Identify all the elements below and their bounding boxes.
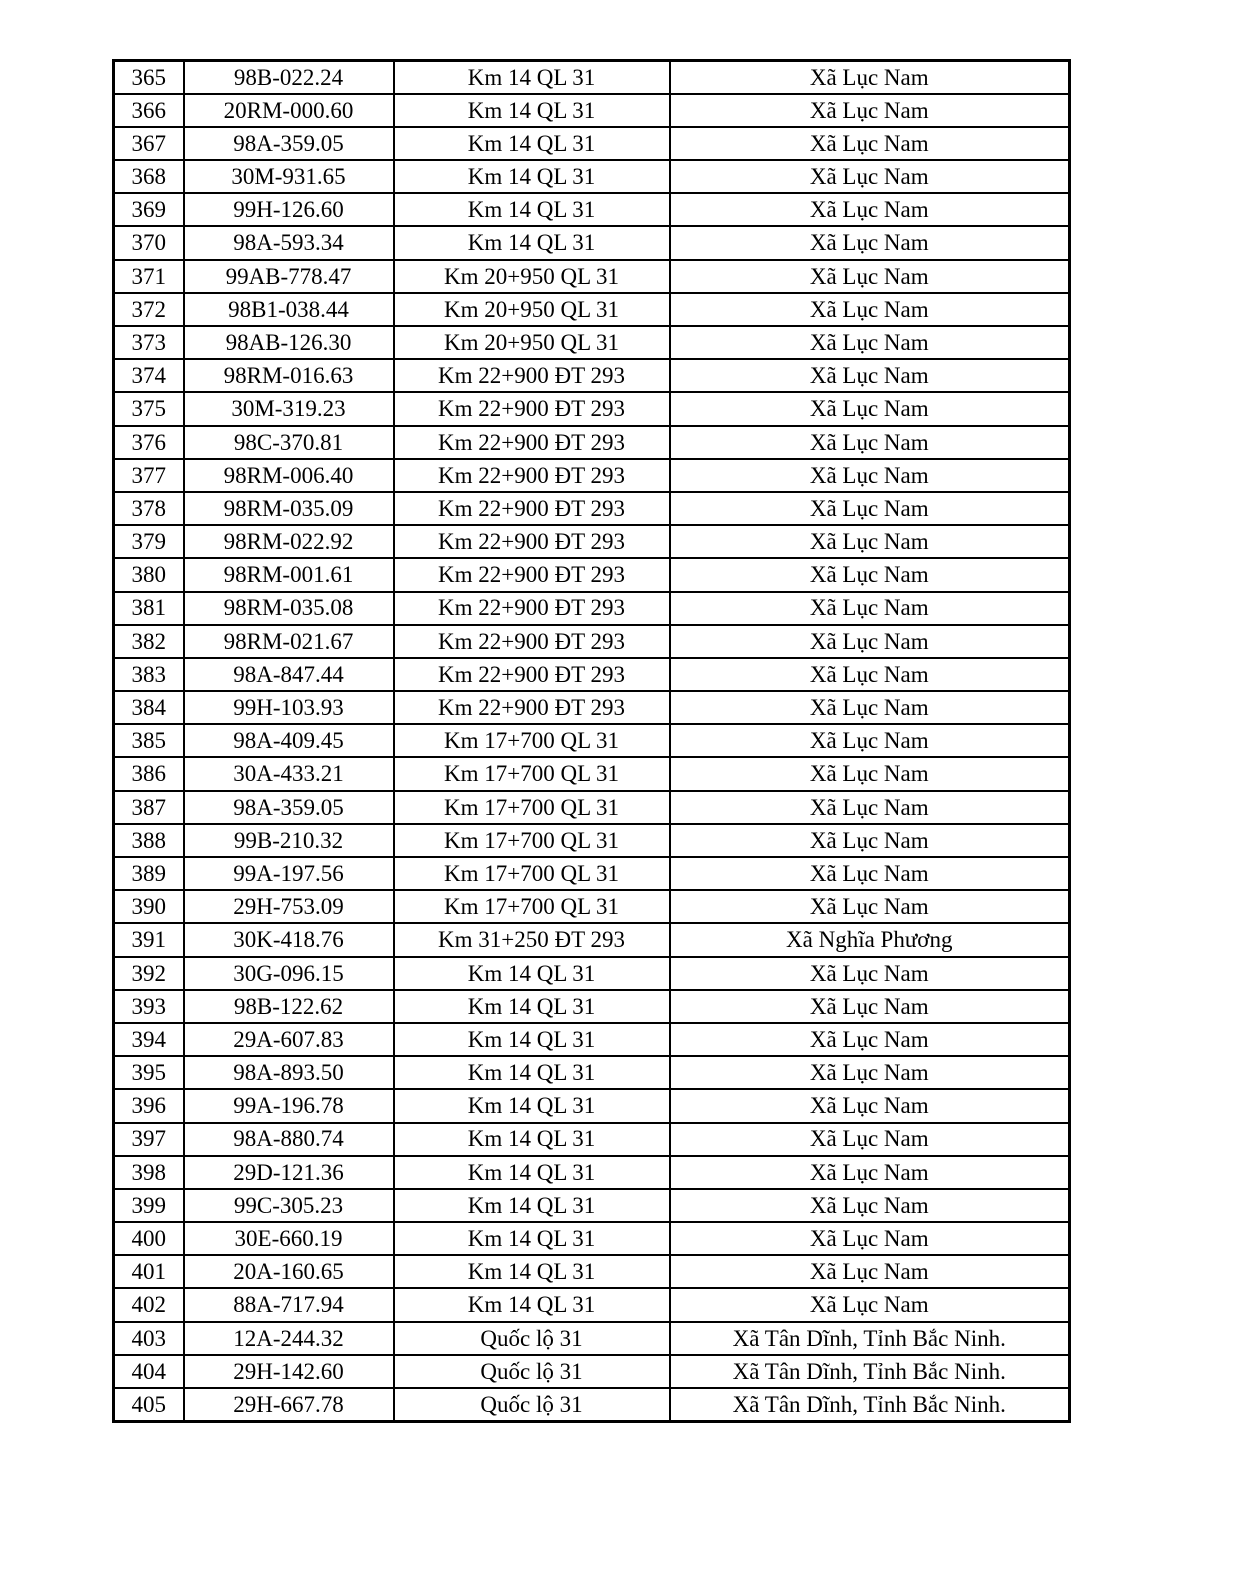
cell-stt: 380 — [114, 558, 184, 591]
cell-stt: 379 — [114, 525, 184, 558]
cell-commune: Xã Lục Nam — [670, 359, 1070, 392]
cell-stt: 367 — [114, 127, 184, 160]
cell-plate: 98A-359.05 — [184, 791, 394, 824]
cell-stt: 373 — [114, 326, 184, 359]
table-row — [114, 923, 1070, 956]
cell-plate: 30M-319.23 — [184, 392, 394, 425]
cell-plate: 98A-847.44 — [184, 658, 394, 691]
table-row — [114, 890, 1070, 923]
cell-plate: 98AB-126.30 — [184, 326, 394, 359]
cell-plate: 98RM-001.61 — [184, 558, 394, 591]
cell-location: Km 22+900 ĐT 293 — [394, 525, 670, 558]
cell-plate: 98B-022.24 — [184, 61, 394, 94]
cell-stt: 397 — [114, 1123, 184, 1156]
cell-commune: Xã Lục Nam — [670, 890, 1070, 923]
cell-commune: Xã Lục Nam — [670, 459, 1070, 492]
cell-location: Km 14 QL 31 — [394, 1255, 670, 1288]
table-row — [114, 525, 1070, 558]
cell-commune: Xã Lục Nam — [670, 1123, 1070, 1156]
cell-plate: 99C-305.23 — [184, 1189, 394, 1222]
cell-stt: 389 — [114, 857, 184, 890]
table-row — [114, 260, 1070, 293]
cell-commune: Xã Lục Nam — [670, 1189, 1070, 1222]
cell-location: Km 17+700 QL 31 — [394, 757, 670, 790]
cell-stt: 365 — [114, 61, 184, 94]
cell-location: Km 14 QL 31 — [394, 1156, 670, 1189]
table-row — [114, 492, 1070, 525]
cell-commune: Xã Tân Dĩnh, Tỉnh Bắc Ninh. — [670, 1355, 1070, 1388]
cell-commune: Xã Lục Nam — [670, 757, 1070, 790]
cell-plate: 20A-160.65 — [184, 1255, 394, 1288]
cell-commune: Xã Lục Nam — [670, 1156, 1070, 1189]
table-row — [114, 127, 1070, 160]
cell-plate: 99A-196.78 — [184, 1089, 394, 1122]
cell-plate: 29H-667.78 — [184, 1388, 394, 1421]
cell-stt: 388 — [114, 824, 184, 857]
cell-plate: 29H-142.60 — [184, 1355, 394, 1388]
cell-stt: 366 — [114, 94, 184, 127]
cell-plate: 99B-210.32 — [184, 824, 394, 857]
cell-stt: 381 — [114, 592, 184, 625]
cell-commune: Xã Lục Nam — [670, 558, 1070, 591]
cell-commune: Xã Lục Nam — [670, 94, 1070, 127]
cell-commune: Xã Lục Nam — [670, 1222, 1070, 1255]
cell-location: Km 14 QL 31 — [394, 957, 670, 990]
cell-location: Km 22+900 ĐT 293 — [394, 558, 670, 591]
cell-stt: 378 — [114, 492, 184, 525]
table-row — [114, 558, 1070, 591]
cell-stt: 375 — [114, 392, 184, 425]
table-row — [114, 1322, 1070, 1355]
cell-location: Km 20+950 QL 31 — [394, 293, 670, 326]
cell-stt: 401 — [114, 1255, 184, 1288]
cell-commune: Xã Lục Nam — [670, 525, 1070, 558]
table-row — [114, 757, 1070, 790]
cell-commune: Xã Lục Nam — [670, 326, 1070, 359]
cell-location: Km 22+900 ĐT 293 — [394, 658, 670, 691]
table-row — [114, 293, 1070, 326]
table-row — [114, 326, 1070, 359]
cell-stt: 377 — [114, 459, 184, 492]
cell-stt: 403 — [114, 1322, 184, 1355]
cell-location: Km 22+900 ĐT 293 — [394, 392, 670, 425]
cell-stt: 395 — [114, 1056, 184, 1089]
table-row — [114, 1388, 1070, 1421]
cell-location: Km 17+700 QL 31 — [394, 791, 670, 824]
table-row — [114, 1255, 1070, 1288]
cell-stt: 387 — [114, 791, 184, 824]
cell-stt: 398 — [114, 1156, 184, 1189]
cell-stt: 391 — [114, 923, 184, 956]
table-row — [114, 61, 1070, 94]
cell-plate: 99AB-778.47 — [184, 260, 394, 293]
cell-stt: 402 — [114, 1288, 184, 1321]
table-row — [114, 592, 1070, 625]
table-row — [114, 724, 1070, 757]
cell-commune: Xã Lục Nam — [670, 724, 1070, 757]
cell-stt: 390 — [114, 890, 184, 923]
cell-plate: 29H-753.09 — [184, 890, 394, 923]
cell-plate: 98RM-035.09 — [184, 492, 394, 525]
cell-plate: 98B1-038.44 — [184, 293, 394, 326]
cell-plate: 30A-433.21 — [184, 757, 394, 790]
table-row — [114, 691, 1070, 724]
plate-table-body — [114, 61, 1070, 1422]
cell-plate: 98RM-021.67 — [184, 625, 394, 658]
cell-plate: 98RM-035.08 — [184, 592, 394, 625]
cell-plate: 98A-359.05 — [184, 127, 394, 160]
cell-stt: 400 — [114, 1222, 184, 1255]
table-row — [114, 160, 1070, 193]
table-row — [114, 459, 1070, 492]
cell-commune: Xã Tân Dĩnh, Tỉnh Bắc Ninh. — [670, 1388, 1070, 1421]
table-row — [114, 1189, 1070, 1222]
cell-location: Km 14 QL 31 — [394, 1189, 670, 1222]
cell-location: Km 14 QL 31 — [394, 160, 670, 193]
cell-commune: Xã Lục Nam — [670, 127, 1070, 160]
cell-stt: 404 — [114, 1355, 184, 1388]
table-row — [114, 957, 1070, 990]
cell-plate: 30M-931.65 — [184, 160, 394, 193]
table-row — [114, 1288, 1070, 1321]
cell-stt: 392 — [114, 957, 184, 990]
cell-location: Km 22+900 ĐT 293 — [394, 359, 670, 392]
cell-location: Km 14 QL 31 — [394, 1222, 670, 1255]
cell-commune: Xã Lục Nam — [670, 691, 1070, 724]
table-row — [114, 1156, 1070, 1189]
cell-commune: Xã Lục Nam — [670, 492, 1070, 525]
table-row — [114, 1023, 1070, 1056]
cell-location: Km 17+700 QL 31 — [394, 824, 670, 857]
cell-plate: 30E-660.19 — [184, 1222, 394, 1255]
cell-stt: 372 — [114, 293, 184, 326]
cell-location: Km 14 QL 31 — [394, 1089, 670, 1122]
cell-commune: Xã Lục Nam — [670, 1023, 1070, 1056]
cell-location: Km 22+900 ĐT 293 — [394, 592, 670, 625]
cell-plate: 99H-126.60 — [184, 193, 394, 226]
cell-stt: 405 — [114, 1388, 184, 1421]
cell-plate: 98RM-022.92 — [184, 525, 394, 558]
table-row — [114, 791, 1070, 824]
cell-location: Km 14 QL 31 — [394, 1023, 670, 1056]
cell-plate: 98RM-006.40 — [184, 459, 394, 492]
table-row — [114, 94, 1070, 127]
table-row — [114, 990, 1070, 1023]
cell-plate: 98RM-016.63 — [184, 359, 394, 392]
cell-plate: 30K-418.76 — [184, 923, 394, 956]
cell-commune: Xã Lục Nam — [670, 226, 1070, 259]
cell-commune: Xã Lục Nam — [670, 193, 1070, 226]
cell-commune: Xã Lục Nam — [670, 658, 1070, 691]
cell-stt: 399 — [114, 1189, 184, 1222]
cell-location: Km 22+900 ĐT 293 — [394, 426, 670, 459]
cell-location: Km 22+900 ĐT 293 — [394, 691, 670, 724]
cell-location: Km 14 QL 31 — [394, 990, 670, 1023]
table-row — [114, 426, 1070, 459]
table-row — [114, 359, 1070, 392]
cell-stt: 369 — [114, 193, 184, 226]
cell-stt: 396 — [114, 1089, 184, 1122]
cell-stt: 374 — [114, 359, 184, 392]
cell-location: Km 14 QL 31 — [394, 1288, 670, 1321]
cell-plate: 29D-121.36 — [184, 1156, 394, 1189]
cell-stt: 384 — [114, 691, 184, 724]
table-row — [114, 392, 1070, 425]
cell-location: Km 14 QL 31 — [394, 226, 670, 259]
cell-stt: 393 — [114, 990, 184, 1023]
cell-commune: Xã Lục Nam — [670, 791, 1070, 824]
cell-plate: 98A-880.74 — [184, 1123, 394, 1156]
table-row — [114, 226, 1070, 259]
cell-commune: Xã Lục Nam — [670, 990, 1070, 1023]
table-row — [114, 1089, 1070, 1122]
cell-location: Km 17+700 QL 31 — [394, 857, 670, 890]
cell-location: Km 17+700 QL 31 — [394, 890, 670, 923]
cell-location: Km 14 QL 31 — [394, 94, 670, 127]
cell-stt: 371 — [114, 260, 184, 293]
cell-commune: Xã Lục Nam — [670, 426, 1070, 459]
cell-stt: 368 — [114, 160, 184, 193]
cell-location: Km 14 QL 31 — [394, 61, 670, 94]
cell-plate: 99A-197.56 — [184, 857, 394, 890]
table-row — [114, 658, 1070, 691]
cell-location: Quốc lộ 31 — [394, 1355, 670, 1388]
table-row — [114, 1355, 1070, 1388]
cell-location: Km 22+900 ĐT 293 — [394, 492, 670, 525]
cell-commune: Xã Lục Nam — [670, 1288, 1070, 1321]
cell-plate: 20RM-000.60 — [184, 94, 394, 127]
cell-plate: 99H-103.93 — [184, 691, 394, 724]
cell-location: Km 14 QL 31 — [394, 1123, 670, 1156]
cell-commune: Xã Lục Nam — [670, 1056, 1070, 1089]
cell-location: Quốc lộ 31 — [394, 1388, 670, 1421]
cell-commune: Xã Lục Nam — [670, 61, 1070, 94]
cell-location: Km 14 QL 31 — [394, 1056, 670, 1089]
cell-location: Km 14 QL 31 — [394, 193, 670, 226]
cell-plate: 12A-244.32 — [184, 1322, 394, 1355]
cell-plate: 98A-409.45 — [184, 724, 394, 757]
cell-plate: 29A-607.83 — [184, 1023, 394, 1056]
table-row — [114, 824, 1070, 857]
cell-stt: 385 — [114, 724, 184, 757]
cell-commune: Xã Lục Nam — [670, 160, 1070, 193]
cell-plate: 88A-717.94 — [184, 1288, 394, 1321]
cell-commune: Xã Tân Dĩnh, Tỉnh Bắc Ninh. — [670, 1322, 1070, 1355]
table-row — [114, 857, 1070, 890]
cell-plate: 98B-122.62 — [184, 990, 394, 1023]
cell-location: Km 14 QL 31 — [394, 127, 670, 160]
cell-commune: Xã Lục Nam — [670, 1089, 1070, 1122]
cell-location: Km 17+700 QL 31 — [394, 724, 670, 757]
cell-commune: Xã Nghĩa Phương — [670, 923, 1070, 956]
cell-plate: 30G-096.15 — [184, 957, 394, 990]
table-row — [114, 1123, 1070, 1156]
cell-plate: 98C-370.81 — [184, 426, 394, 459]
cell-location: Km 22+900 ĐT 293 — [394, 625, 670, 658]
cell-commune: Xã Lục Nam — [670, 957, 1070, 990]
license-plate-table — [112, 59, 1071, 1423]
cell-commune: Xã Lục Nam — [670, 824, 1070, 857]
cell-plate: 98A-893.50 — [184, 1056, 394, 1089]
cell-stt: 383 — [114, 658, 184, 691]
cell-commune: Xã Lục Nam — [670, 625, 1070, 658]
table-row — [114, 625, 1070, 658]
table-row — [114, 193, 1070, 226]
cell-stt: 386 — [114, 757, 184, 790]
cell-commune: Xã Lục Nam — [670, 592, 1070, 625]
cell-commune: Xã Lục Nam — [670, 1255, 1070, 1288]
cell-location: Km 20+950 QL 31 — [394, 326, 670, 359]
cell-commune: Xã Lục Nam — [670, 260, 1070, 293]
cell-stt: 394 — [114, 1023, 184, 1056]
cell-stt: 370 — [114, 226, 184, 259]
cell-stt: 376 — [114, 426, 184, 459]
cell-stt: 382 — [114, 625, 184, 658]
cell-commune: Xã Lục Nam — [670, 293, 1070, 326]
cell-commune: Xã Lục Nam — [670, 392, 1070, 425]
cell-commune: Xã Lục Nam — [670, 857, 1070, 890]
table-row — [114, 1222, 1070, 1255]
table-row — [114, 1056, 1070, 1089]
cell-location: Km 22+900 ĐT 293 — [394, 459, 670, 492]
cell-location: Km 31+250 ĐT 293 — [394, 923, 670, 956]
cell-location: Km 20+950 QL 31 — [394, 260, 670, 293]
cell-plate: 98A-593.34 — [184, 226, 394, 259]
cell-location: Quốc lộ 31 — [394, 1322, 670, 1355]
